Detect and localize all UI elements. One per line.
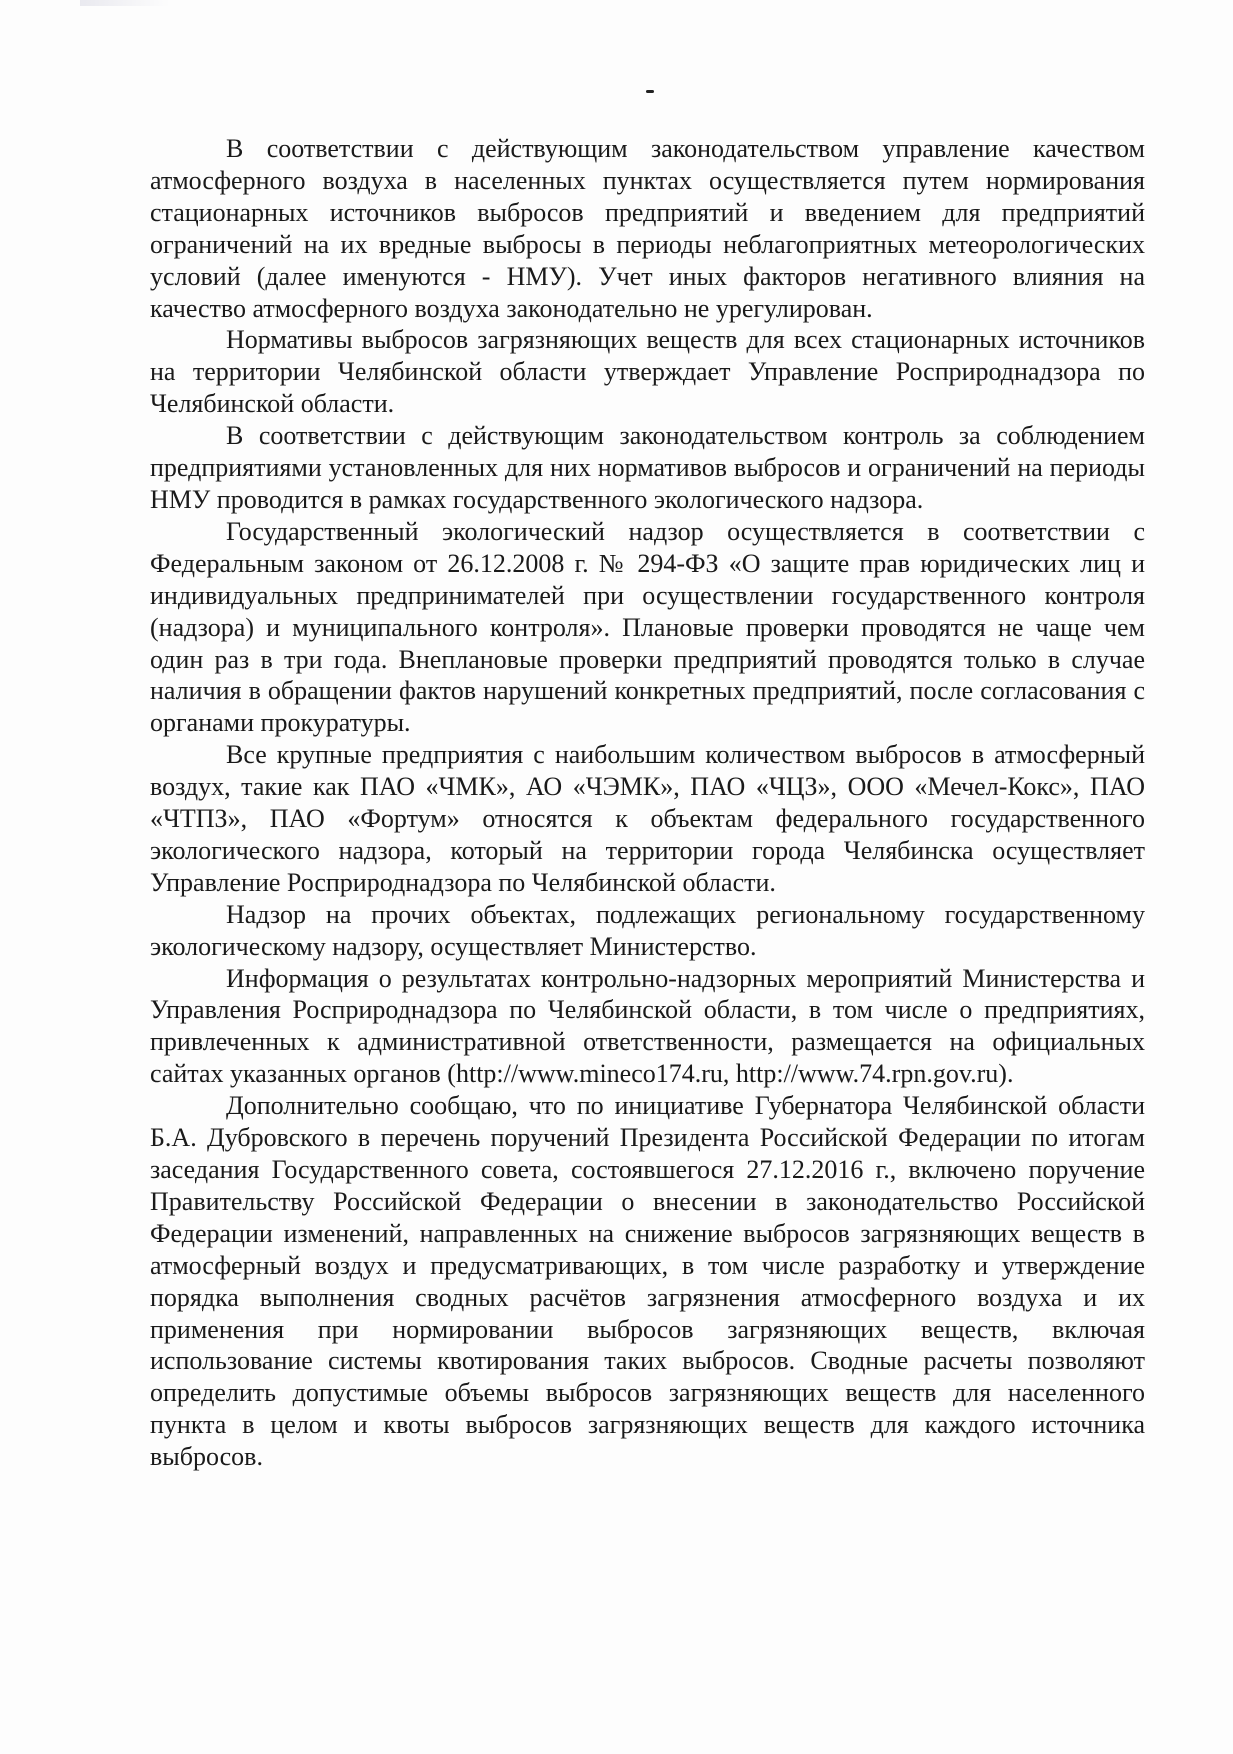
paragraph-emission-standards: Нормативы выбросов загрязняющих веществ для всех стационарных источников на территории Челябинской области утверждает Управление Росприроднадзора по Челябинской области. [150, 325, 1145, 419]
scan-artifact [80, 0, 170, 6]
paragraph-governor-initiative: Дополнительно сообщаю, что по инициативе Губернатора Челябинской области Б.А. Дубровского в перечень поручений Президента Российской Федерации по итогам заседания Государственного совета, состоявшегося 27.12.2016 г., включено поручение Правительству Российской Федерации о внесении в законодательство Российской Федерации изменений, направленных на снижение выбросов загрязняющих веществ в атмосферный воздух и предусматривающих, в том числе разработку и утверждение порядка выполнения сводных расчётов загрязнения атмосферного воздуха и их применения при нормировании выбросов загрязняющих веществ, включая использование системы квотирования таких выбросов. Сводные расчеты позволяют определить допустимые объемы выбросов загрязняющих веществ для населенного пункта в целом и квоты выбросов загрязняющих веществ для каждого источника выбросов. [150, 1091, 1145, 1472]
paragraph-inspection-results: Информация о результатах контрольно-надзорных мероприятий Министерства и Управления Росприроднадзора по Челябинской области, в том числе о предприятиях, привлеченных к административной ответственности, размещается на официальных сайтах указанных органов (http://www.mineco174.ru, http://www.74.rpn.gov.ru). [150, 963, 1145, 1089]
paragraph-compliance-control: В соответствии с действующим законодательством контроль за соблюдением предприятиями установленных для них нормативов выбросов и ограничений на периоды НМУ проводится в рамках государственного экологического надзора. [150, 421, 1145, 514]
page-mark [646, 90, 654, 93]
paragraph-state-supervision: Государственный экологический надзор осуществляется в соответствии с Федеральным законом от 26.12.2008 г. № 294-ФЗ «О защите прав юридических лиц и индивидуальных предпринимателей при осуществлении государственного контроля (надзора) и муниципального контроля». Плановые проверки проводятся не чаще чем один раз в три года. Внеплановые проверки предприятий проводятся только в случае наличия в обращении фактов нарушений конкретных предприятий, после согласования с органами прокуратуры. [150, 516, 1145, 738]
paragraph-air-quality-management: В соответствии с действующим законодательством управление качеством атмосферного воздуха в населенных пунктах осуществляется путем нормирования стационарных источников выбросов предприятий и введением для предприятий ограничений на их вредные выбросы в периоды неблагоприятных метеорологических условий (далее именуются - НМУ). Учет иных факторов негативного влияния на качество атмосферного воздуха законодательно не урегулирован. [150, 134, 1145, 323]
document-body [150, 133, 1145, 1473]
paragraph-regional-supervision: Надзор на прочих объектах, подлежащих региональному государственному экологическому надзору, осуществляет Министерство. [150, 899, 1145, 961]
paragraph-large-enterprises: Все крупные предприятия с наибольшим количеством выбросов в атмосферный воздух, такие как ПАО «ЧМК», АО «ЧЭМК», ПАО «ЧЦЗ», ООО «Мечел-Кокс», ПАО «ЧТПЗ», ПАО «Фортум» относятся к объектам федерального государственного экологического надзора, который на территории города Челябинска осуществляет Управление Росприроднадзора по Челябинской области. [150, 740, 1145, 897]
